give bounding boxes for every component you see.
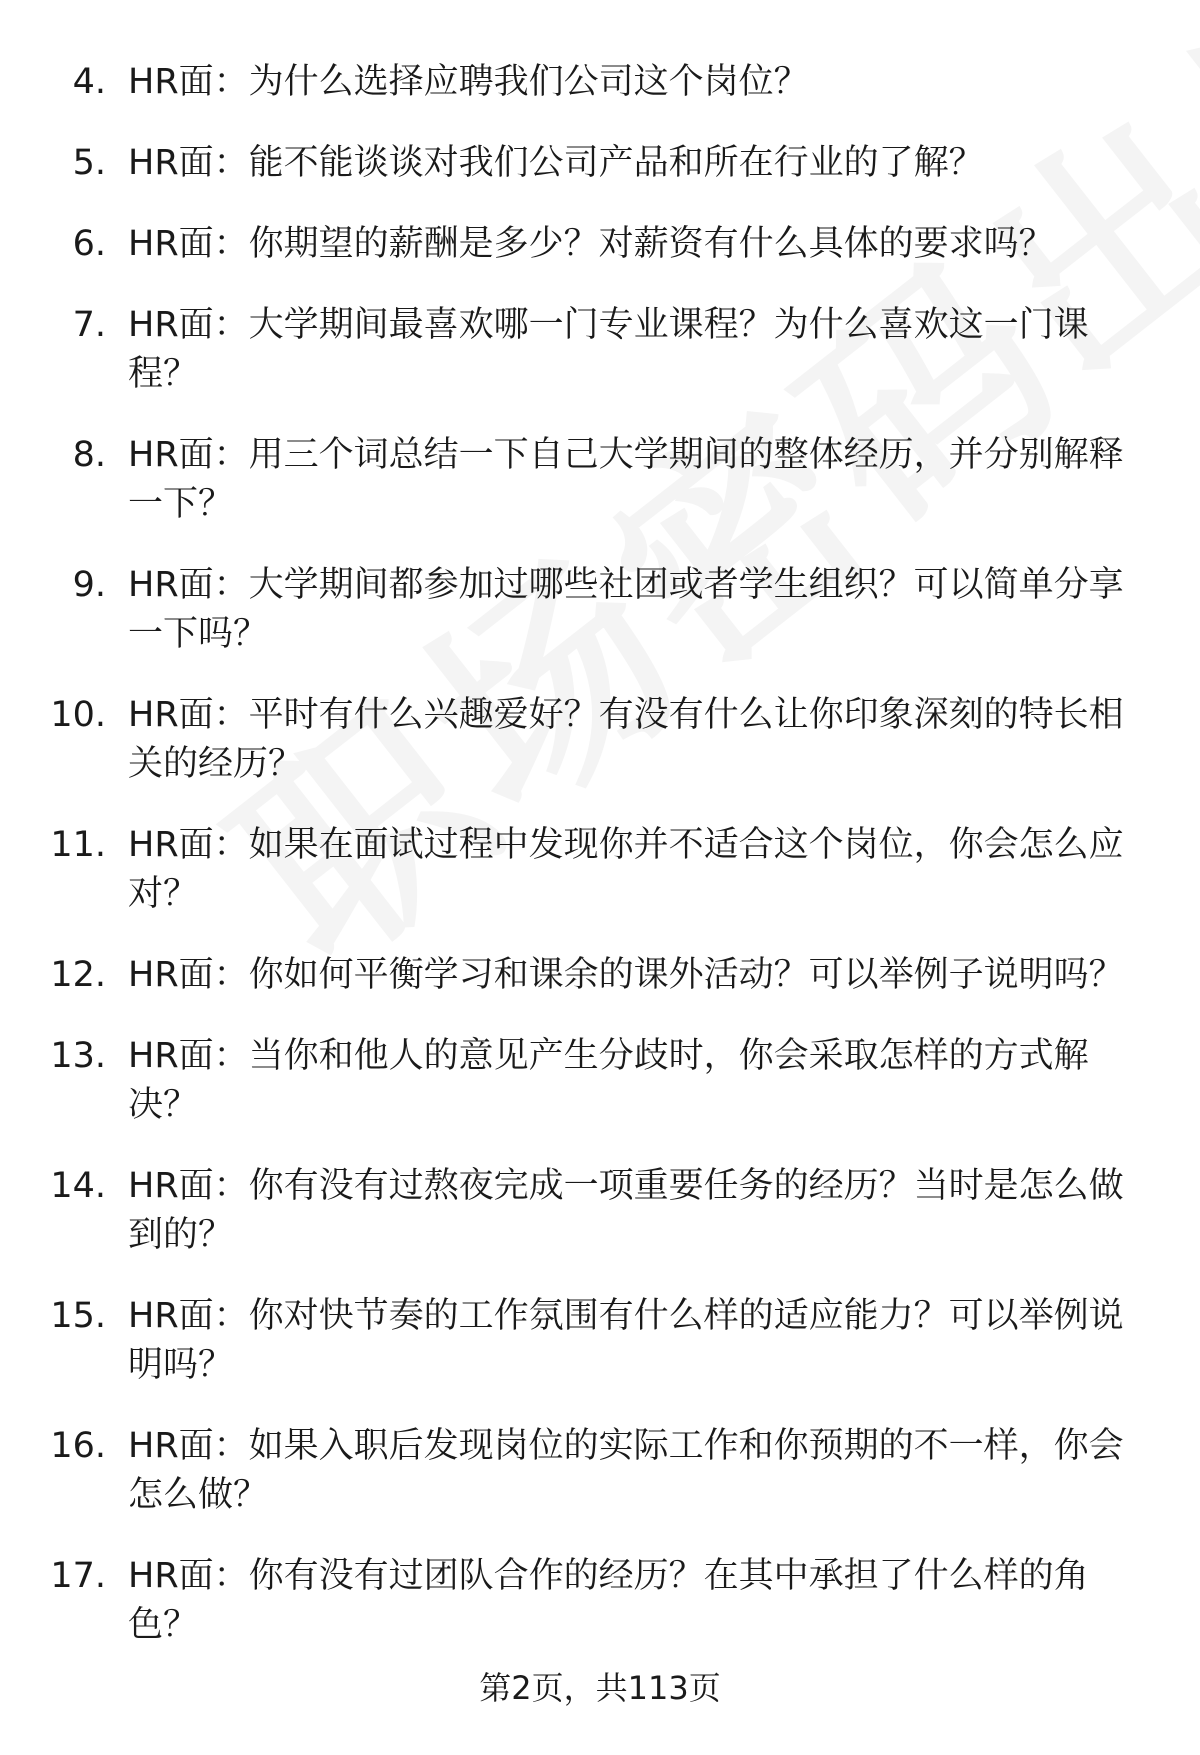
question-text: HR面：平时有什么兴趣爱好？有没有什么让你印象深刻的特长相关的经历？	[128, 695, 1124, 784]
question-number: 5.	[72, 143, 106, 183]
question-text: HR面：你对快节奏的工作氛围有什么样的适应能力？可以举例说明吗？	[128, 1296, 1124, 1385]
question-number: 4.	[72, 62, 106, 102]
question-item	[0, 58, 1200, 107]
question-item	[0, 821, 1200, 919]
question-item	[0, 431, 1200, 529]
question-item	[0, 301, 1200, 399]
question-number: 14.	[50, 1166, 106, 1206]
question-text: HR面：你如何平衡学习和课余的课外活动？可以举例子说明吗？	[128, 955, 1124, 995]
question-text: HR面：你有没有过团队合作的经历？在其中承担了什么样的角色？	[128, 1556, 1089, 1645]
question-number: 9.	[72, 565, 106, 605]
question-text: HR面：当你和他人的意见产生分歧时，你会采取怎样的方式解决？	[128, 1036, 1089, 1125]
question-number: 6.	[72, 224, 106, 264]
question-number: 11.	[50, 825, 106, 865]
question-text: HR面：为什么选择应聘我们公司这个岗位？	[128, 62, 809, 102]
question-item	[0, 691, 1200, 789]
question-text: HR面：能不能谈谈对我们公司产品和所在行业的了解？	[128, 143, 984, 183]
question-text: HR面：如果在面试过程中发现你并不适合这个岗位，你会怎么应对？	[128, 825, 1124, 914]
question-text: HR面：用三个词总结一下自己大学期间的整体经历，并分别解释一下？	[128, 435, 1124, 524]
question-item	[0, 139, 1200, 188]
question-item	[0, 1552, 1200, 1650]
question-number: 16.	[50, 1426, 106, 1466]
question-text: HR面：大学期间都参加过哪些社团或者学生组织？可以简单分享一下吗？	[128, 565, 1124, 654]
question-text: HR面：大学期间最喜欢哪一门专业课程？为什么喜欢这一门课程？	[128, 305, 1089, 394]
question-item	[0, 951, 1200, 1000]
question-number: 8.	[72, 435, 106, 475]
question-text: HR面：你有没有过熬夜完成一项重要任务的经历？当时是怎么做到的？	[128, 1166, 1124, 1255]
question-item	[0, 1162, 1200, 1260]
question-text: HR面：你期望的薪酬是多少？对薪资有什么具体的要求吗？	[128, 224, 1054, 264]
question-item	[0, 1292, 1200, 1390]
question-text: HR面：如果入职后发现岗位的实际工作和你预期的不一样，你会怎么做？	[128, 1426, 1124, 1515]
question-number: 12.	[50, 955, 106, 995]
question-number: 7.	[72, 305, 106, 345]
question-number: 13.	[50, 1036, 106, 1076]
question-number: 10.	[50, 695, 106, 735]
question-item	[0, 1032, 1200, 1130]
question-item	[0, 561, 1200, 659]
question-number: 15.	[50, 1296, 106, 1336]
question-list	[0, 58, 1200, 1682]
question-item	[0, 220, 1200, 269]
question-number: 17.	[50, 1556, 106, 1596]
question-item	[0, 1422, 1200, 1520]
page-footer: 第2页，共113页	[479, 1669, 721, 1707]
